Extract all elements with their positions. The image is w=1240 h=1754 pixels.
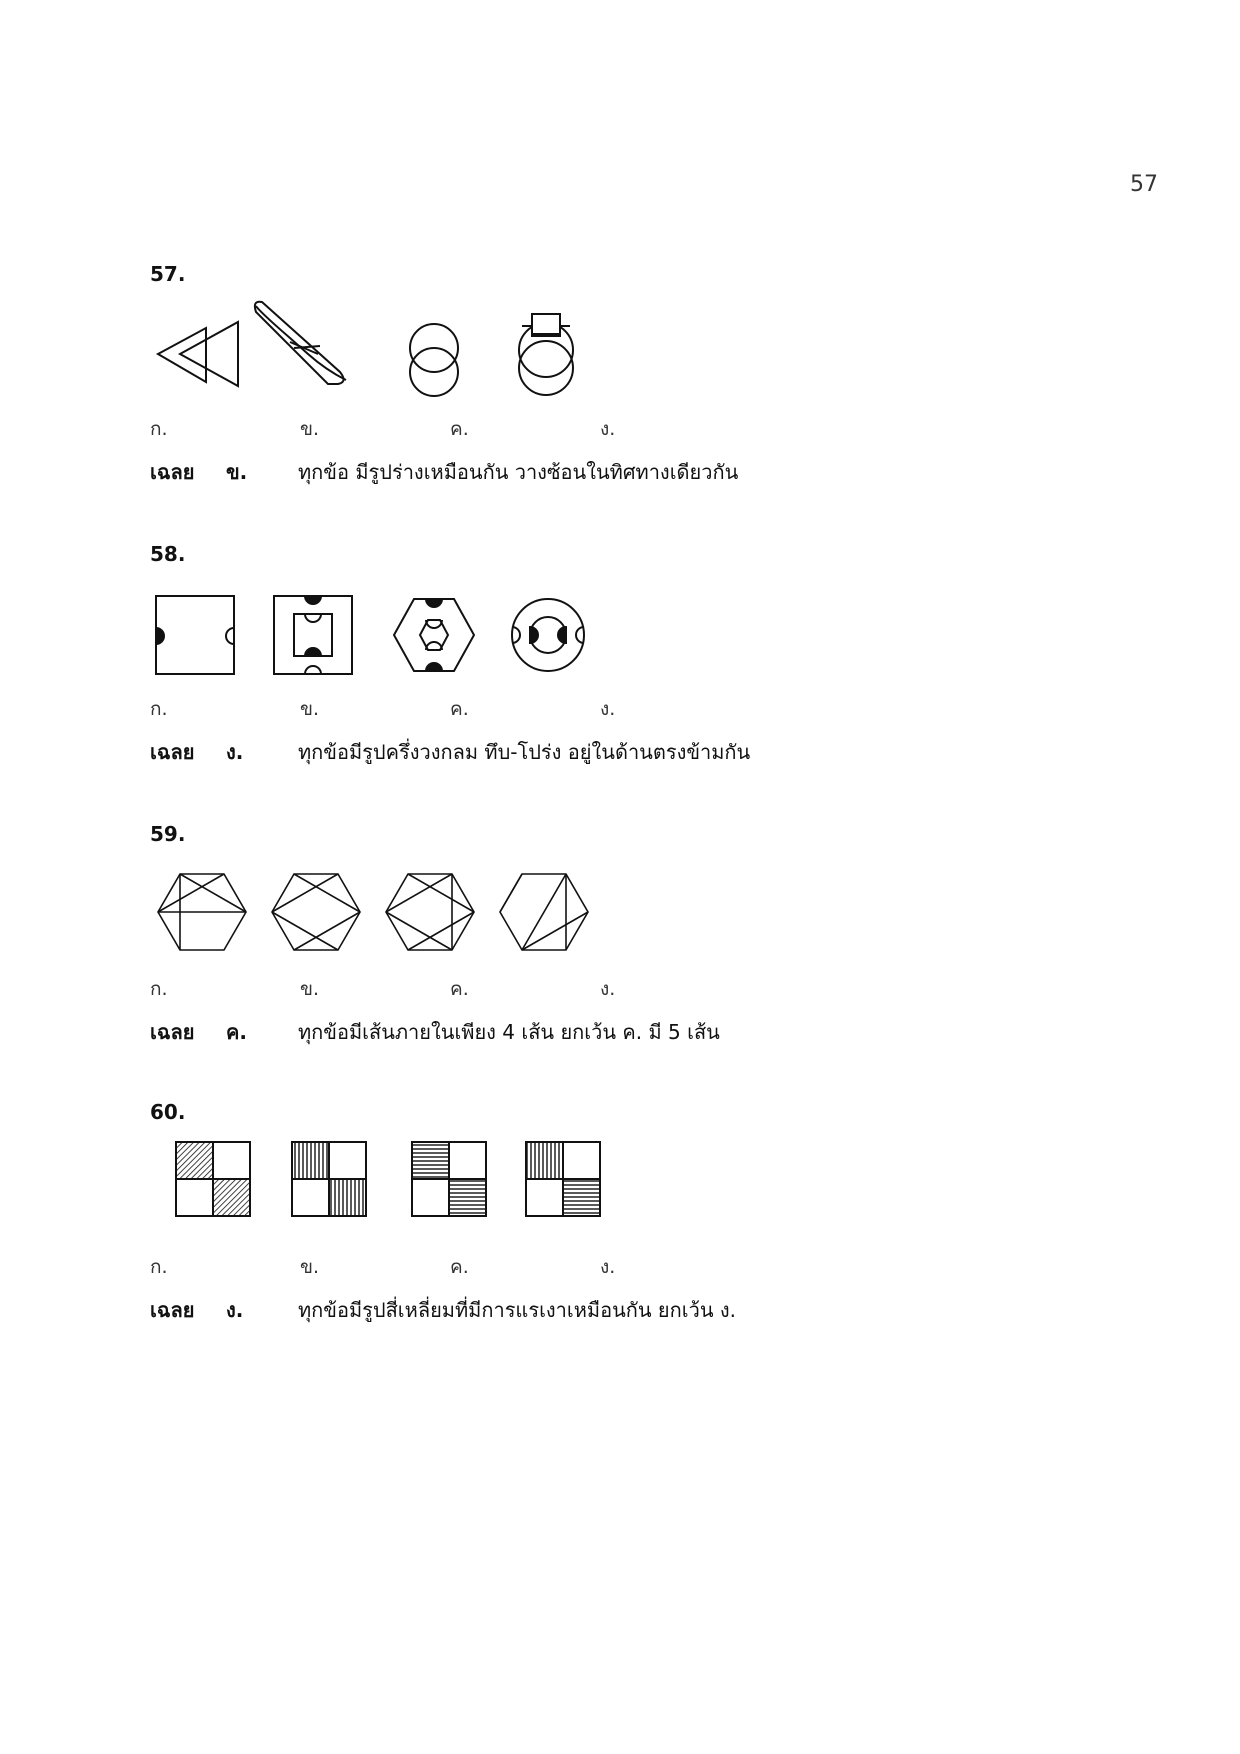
choice-label-a: ก. bbox=[150, 418, 168, 440]
figures-59 bbox=[150, 862, 670, 962]
question-58 bbox=[150, 542, 1130, 782]
choice-label-d: ง. bbox=[600, 978, 616, 1000]
choice-label-d: ง. bbox=[600, 1256, 616, 1278]
choice-label-a: ก. bbox=[150, 698, 168, 720]
choice-label-b: ข. bbox=[300, 698, 320, 720]
figure-row bbox=[150, 1140, 670, 1240]
choice-label-c: ค. bbox=[450, 698, 469, 720]
question-60 bbox=[150, 1100, 1130, 1340]
choice-label-a: ก. bbox=[150, 978, 168, 1000]
figure-57-b-crossed-bars-icon bbox=[255, 302, 346, 384]
figure-59-c-hexagon-lines-icon bbox=[386, 874, 474, 950]
figure-58-c-nested-hexagons-icon bbox=[394, 599, 474, 671]
figure-60-a-shaded-square-icon bbox=[176, 1142, 250, 1216]
figure-59-b-hexagon-lines-icon bbox=[272, 874, 360, 950]
answer-choice: ง. bbox=[226, 740, 244, 764]
question-number: 57. bbox=[150, 262, 186, 286]
answer-choice: ค. bbox=[226, 1020, 247, 1044]
answer-explanation: ทุกข้อมีรูปครึ่งวงกลม ทึบ-โปร่ง อยู่ในด้านตรงข้ามกัน bbox=[298, 740, 751, 764]
answer-explanation: ทุกข้อ มีรูปร่างเหมือนกัน วางซ้อนในทิศทางเดียวกัน bbox=[298, 460, 739, 484]
figure-58-a-square-half-circles-icon bbox=[156, 596, 234, 674]
choice-label-b: ข. bbox=[300, 418, 320, 440]
choice-label-d: ง. bbox=[600, 418, 616, 440]
answer-key-label: เฉลย bbox=[150, 740, 195, 764]
question-number: 60. bbox=[150, 1100, 186, 1124]
figure-row bbox=[150, 302, 670, 402]
question-number: 59. bbox=[150, 822, 186, 846]
choice-label-c: ค. bbox=[450, 418, 469, 440]
answer-explanation: ทุกข้อมีรูปสี่เหลี่ยมที่มีการแรเงาเหมือนกัน ยกเว้น ง. bbox=[298, 1298, 736, 1322]
answer-key-label: เฉลย bbox=[150, 1020, 195, 1044]
choice-label-c: ค. bbox=[450, 1256, 469, 1278]
figure-57-d-notched-circles-icon bbox=[519, 314, 573, 395]
answer-key-label: เฉลย bbox=[150, 460, 195, 484]
choice-label-a: ก. bbox=[150, 1256, 168, 1278]
answer-key-label: เฉลย bbox=[150, 1298, 195, 1322]
answer-choice: ง. bbox=[226, 1298, 244, 1322]
figure-59-a-hexagon-lines-icon bbox=[158, 874, 246, 950]
choice-label-d: ง. bbox=[600, 698, 616, 720]
answer-choice: ข. bbox=[226, 460, 248, 484]
figure-row bbox=[150, 862, 670, 962]
figure-60-b-shaded-square-icon bbox=[292, 1142, 366, 1216]
figures-60 bbox=[150, 1140, 670, 1240]
question-57 bbox=[150, 262, 1130, 502]
figure-57-a-double-triangle-icon bbox=[158, 322, 238, 386]
figure-57-c-two-circles-icon bbox=[410, 324, 458, 396]
question-59 bbox=[150, 822, 1130, 1062]
answer-explanation: ทุกข้อมีเส้นภายในเพียง 4 เส้น ยกเว้น ค. มี 5 เส้น bbox=[298, 1020, 720, 1044]
figure-row bbox=[150, 582, 670, 682]
figure-58-d-concentric-circles-icon bbox=[512, 599, 584, 671]
choice-label-b: ข. bbox=[300, 1256, 320, 1278]
figure-60-c-shaded-square-icon bbox=[412, 1142, 486, 1216]
figure-59-d-hexagon-lines-icon bbox=[500, 874, 588, 950]
question-number: 58. bbox=[150, 542, 186, 566]
page-number: 57 bbox=[1130, 172, 1158, 197]
figures-58 bbox=[150, 582, 670, 682]
choice-label-b: ข. bbox=[300, 978, 320, 1000]
figure-58-b-nested-squares-icon bbox=[274, 596, 352, 674]
choice-label-c: ค. bbox=[450, 978, 469, 1000]
figures-57 bbox=[150, 302, 670, 402]
figure-60-d-shaded-square-icon bbox=[526, 1142, 600, 1216]
